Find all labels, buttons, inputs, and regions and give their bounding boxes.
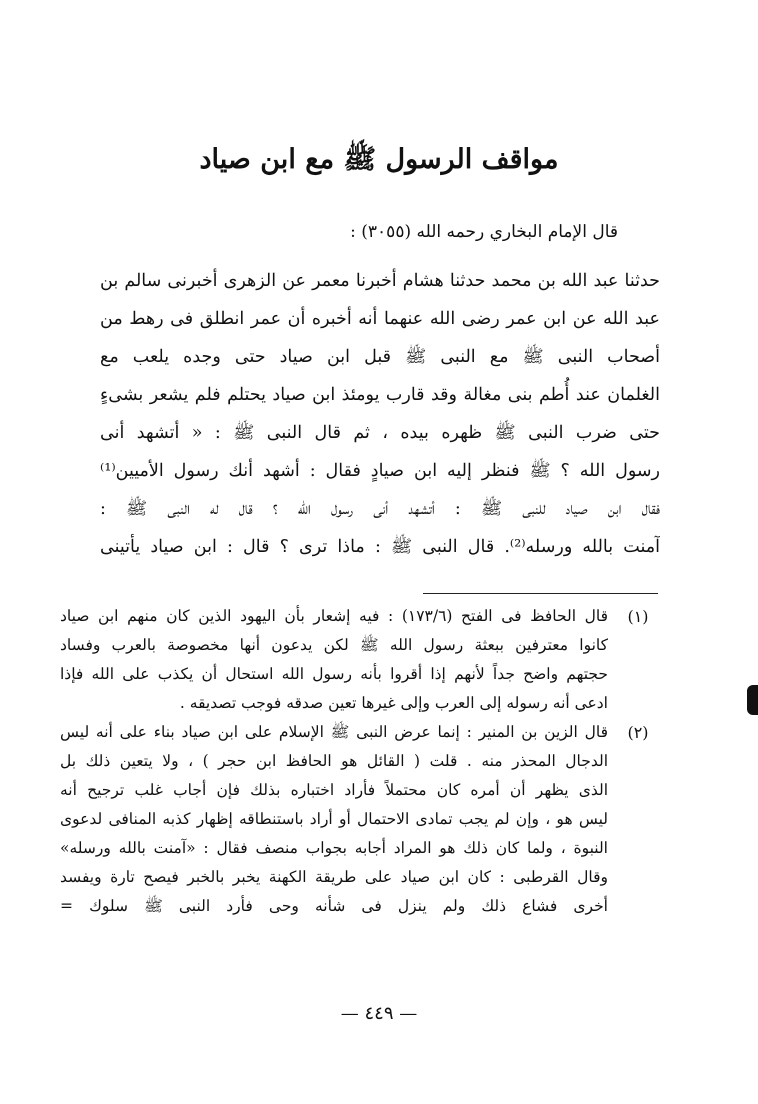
footnotes <box>60 602 660 921</box>
footnote-line: الذى يظهر أن أمره كان محتملاً فأراد اختباره بذلك فإن أجاب غلب ترجيح أنه <box>60 781 608 799</box>
footnote-2 <box>60 718 660 921</box>
footnote-line: حجتهم واضح جداً لأنهم إذا أقروا بأنه رسول الله استحال أن يكذب على الله فإذا <box>60 665 608 683</box>
footnote-line: كانوا معترفين ببعثة رسول الله ﷺ لكن يدعون أنها مخصوصة بالعرب وفساد <box>60 636 608 654</box>
body-line: فقال ابن صياد للنبى ﷺ : أتشهد أنى رسول الله ؟ قال له النبى ﷺ : <box>100 499 660 519</box>
footnote-line: أخرى فشاع ذلك ولم ينزل فى شأنه وحى فأرد النبى ﷺ سلوك = <box>60 897 608 915</box>
footnote-separator <box>423 593 658 594</box>
body-line: عبد الله عن ابن عمر رضى الله عنهما أنه أخبره أن عمر انطلق فى رهط من <box>100 309 660 329</box>
footnote-line: قال الحافظ فى الفتح (١٧٣/٦) : فيه إشعار بأن اليهود الذين كان منهم ابن صياد <box>60 607 608 625</box>
intro-line: قال الإمام البخاري رحمه الله (٣٠٥٥) : <box>350 222 618 242</box>
body-line: حتى ضرب النبى ﷺ ظهره بيده ، ثم قال النبى ﷺ : « أتشهد أنى <box>100 423 660 443</box>
body-line: رسول الله ؟ ﷺ فنظر إليه ابن صيادٍ فقال : أشهد أنك رسول الأميين⁽¹⁾ <box>100 461 660 481</box>
footnote-line: الدجال المحذر منه . قلت ( القائل هو الحافظ ابن حجر ) ، ولا يتعين ذلك بل <box>60 752 608 770</box>
footnote-line: النبوة ، ولما كان ذلك هو المراد أجابه بجواب منصف فقال : «آمنت بالله ورسله» <box>60 839 608 857</box>
body-line: حدثنا عبد الله بن محمد حدثنا هشام أخبرنا معمر عن الزهرى أخبرنى سالم بن <box>100 271 660 291</box>
footnote-line: ليس هو ، وإن لم يجب تمادى الاحتمال أو أراد باستنطاقه إظهار كذبه المنافى لدعوى <box>60 810 608 828</box>
scan-edge-mark <box>747 685 758 715</box>
body-line: الغلمان عند أُطم بنى مغالة وقد قارب يومئذ ابن صياد يحتلم فلم يشعر بشىءٍ <box>100 385 660 405</box>
footnote-1 <box>60 602 660 718</box>
page-title: مواقف الرسول ﷺ مع ابن صياد <box>199 144 559 175</box>
footnote-line: وقال القرطبى : كان ابن صياد على طريقة الكهنة يخبر بالخبر فيصح تارة ويفسد <box>60 868 608 886</box>
footnote-number: (١) <box>627 607 649 626</box>
footnote-number: (٢) <box>627 723 649 742</box>
hadith-text <box>100 262 660 566</box>
page-number: — ٤٤٩ — <box>340 1003 418 1024</box>
body-line: آمنت بالله ورسله⁽²⁾. قال النبى ﷺ : ماذا ترى ؟ قال : ابن صياد يأتينى <box>100 537 660 557</box>
body-line: أصحاب النبى ﷺ مع النبى ﷺ قبل ابن صياد حتى وجده يلعب مع <box>100 347 660 367</box>
footnote-line: ادعى أنه رسوله إلى العرب وإلى غيرها تعين صدقه فوجب تصديقه . <box>179 694 608 712</box>
footnote-line: قال الزين بن المنير : إنما عرض النبى ﷺ الإسلام على ابن صياد بناء على أنه ليس <box>60 723 608 741</box>
